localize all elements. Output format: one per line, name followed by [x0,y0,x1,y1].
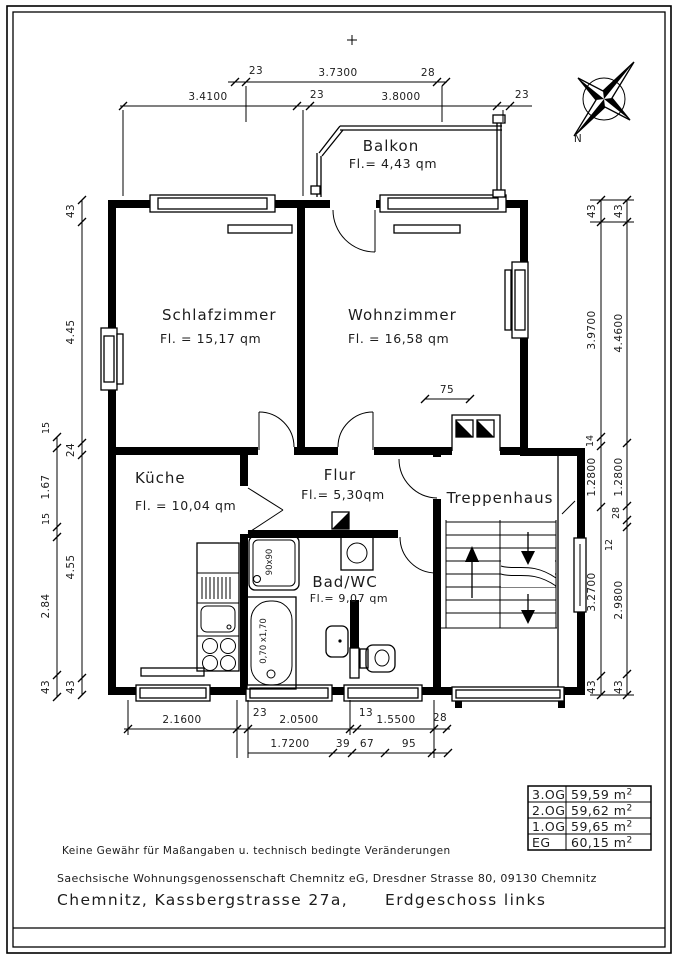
table-area-2og: 59,62 $m^2$ [571,803,633,818]
wall-recess-shafts [332,384,500,529]
dim-li-43a: 43 [65,203,77,219]
dim-ri-39700: 3.9700 [586,310,598,350]
dim-b1-15500: 1.5500 [376,714,416,726]
bathtub-size-label: 0,70 x1,70 [259,618,269,664]
dim-top-23c: 23 [514,89,530,101]
table-floor-2og: 2.OG [532,803,566,818]
room-balkon [349,137,437,171]
title-block [57,845,597,909]
table-floor-1og: 1.OG [532,819,566,834]
table-area-3og: 59,59 $m^2$ [571,787,633,802]
table-floor-3og: 3.OG [532,787,566,802]
dim-lo-284: 2.84 [40,593,52,619]
dim-ro-29800: 2.9800 [613,580,625,620]
dim-ro-44600: 4.4600 [613,313,625,353]
dim-b1-21600: 2.1600 [162,714,202,726]
kitchen-fixtures [197,543,239,671]
table-area-1og: 59,65 $m^2$ [571,819,633,834]
room-area-bad: Fl.= 9,07 qm [309,592,389,605]
room-name-kueche: Küche [135,469,186,487]
room-area-flur: Fl.= 5,30qm [301,487,385,502]
dim-b1-13: 13 [358,707,374,719]
dimensions-right [585,196,634,699]
compass-rose [574,62,634,145]
room-wohnzimmer [348,306,457,346]
dim-lo-167: 1.67 [40,474,52,500]
dim-b1-20500: 2.0500 [279,714,319,726]
dim-ro-43a: 43 [613,203,625,219]
address-text-right: Erdgeschoss links [385,891,547,909]
dim-top-38000: 3.8000 [381,91,421,103]
room-name-treppenhaus: Treppenhaus [446,489,554,507]
shower-size-label: 90x90 [265,548,275,576]
dim-ri-12800: 1.2800 [586,457,598,497]
disclaimer-text: Keine Gewähr für Maßangaben u. technisch bedingte Veränderungen [62,845,451,857]
dim-li-455: 4.55 [65,554,77,580]
room-area-wohnzimmer: Fl. = 16,58 qm [348,331,450,346]
dim-top-23b: 23 [309,89,325,101]
dim-lo-15a: 15 [41,421,52,435]
dim-ri-43a: 43 [586,203,598,219]
dim-lo-43: 43 [40,679,52,695]
room-schlafzimmer [160,306,277,346]
dim-b2-95: 95 [401,738,417,750]
table-area-eg: 60,15 $m^2$ [571,835,633,850]
dim-recess-75: 75 [439,384,455,396]
dim-b2-67: 67 [359,738,375,750]
dim-b2-17200: 1.7200 [270,738,310,750]
dim-ri-14: 14 [585,434,596,448]
bathroom-fixtures [247,536,395,689]
room-name-balkon: Balkon [362,137,420,155]
dim-top-37300: 3.7300 [318,67,358,79]
room-name-schlafzimmer: Schlafzimmer [162,306,277,324]
room-area-balkon: Fl.= 4,43 qm [348,156,438,171]
dim-li-445: 4.45 [65,319,77,345]
stair-down-arrow-bottom [521,594,535,624]
dim-ro-12800: 1.2800 [613,457,625,497]
company-text: Saechsische Wohnungsgenossenschaft Chemnitz eG, Dresdner Strasse 80, 09130 Chemnitz [57,872,597,885]
dim-li-24: 24 [65,442,77,458]
room-name-bad: Bad/WC [312,573,378,591]
stair-up-arrow [465,546,479,598]
dim-ro-28: 28 [611,506,622,520]
dimensions-bottom [124,700,452,758]
room-name-wohnzimmer: Wohnzimmer [348,306,457,324]
dim-b2-39: 39 [335,738,351,750]
dim-ri-43b: 43 [586,679,598,695]
room-flur [301,466,385,502]
address-text-left: Chemnitz, Kassbergstrasse 27a, [57,891,349,909]
dim-lo-15b: 15 [41,512,52,526]
dim-b1-23: 23 [252,707,268,719]
dim-b1-28: 28 [432,712,448,724]
dimensions-left [40,196,86,701]
dim-ri-32700: 3.2700 [586,572,598,612]
north-label: N [573,133,583,145]
dim-top-34100: 3.4100 [188,91,228,103]
staircase [441,520,557,628]
room-name-flur: Flur [323,466,357,484]
room-treppenhaus [446,489,554,507]
dim-top-23a: 23 [248,65,264,77]
room-kueche [135,469,236,513]
area-table [528,786,651,850]
table-floor-eg: EG [532,835,551,850]
room-area-kueche: Fl. = 10,04 qm [135,498,237,513]
room-bad [310,573,388,605]
dim-ro-12: 12 [604,538,615,552]
room-area-schlafzimmer: Fl. = 15,17 qm [160,331,262,346]
dim-top-28: 28 [420,67,436,79]
dim-li-43b: 43 [65,679,77,695]
dim-ro-43b: 43 [613,679,625,695]
